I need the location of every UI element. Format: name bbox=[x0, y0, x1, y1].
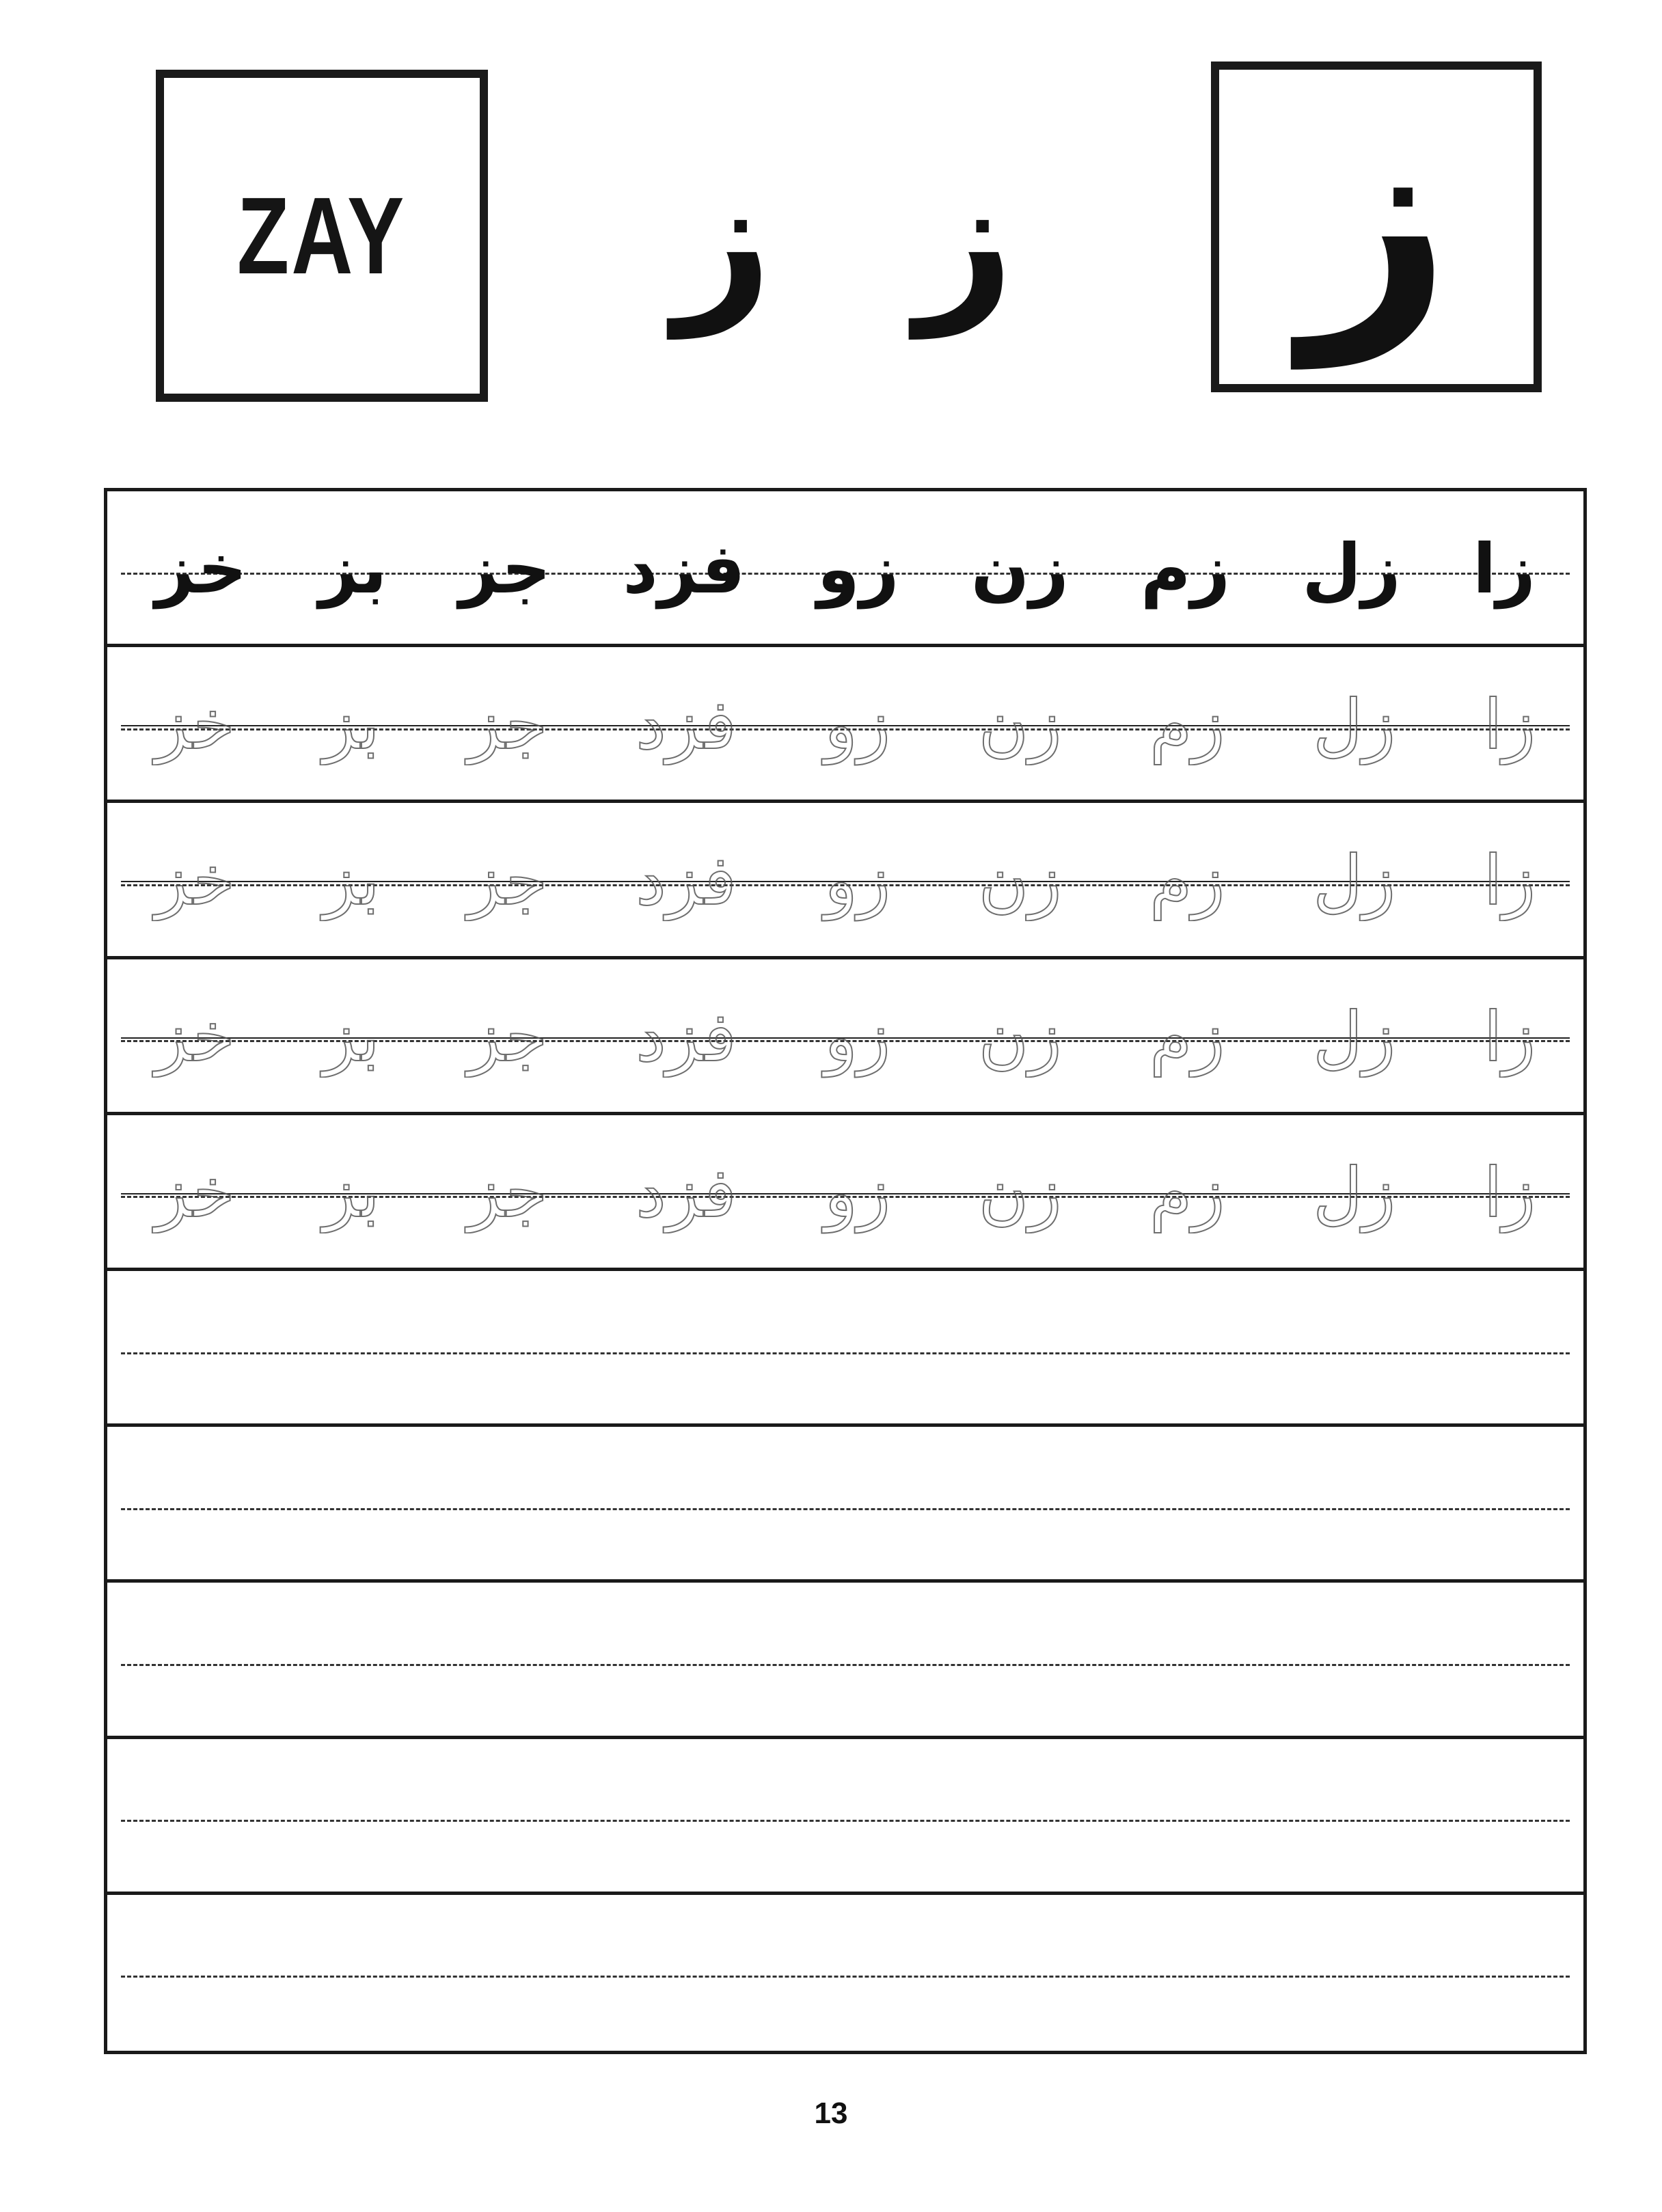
trace-word: زل bbox=[1313, 841, 1396, 921]
trace-word: زا bbox=[1483, 841, 1536, 921]
letter-name-box bbox=[156, 70, 488, 402]
trace-row bbox=[107, 647, 1583, 803]
trace-word: خز bbox=[155, 1152, 235, 1233]
letter-name: ZAY bbox=[237, 174, 407, 297]
model-word: فزد bbox=[623, 529, 746, 610]
trace-word: فزد bbox=[636, 685, 737, 765]
trace-word: بز bbox=[323, 685, 380, 765]
letter-forms bbox=[506, 103, 1182, 376]
dashed-guide-line bbox=[121, 1664, 1570, 1666]
trace-word: زو bbox=[824, 1152, 891, 1233]
dashed-guide-line bbox=[121, 1352, 1570, 1354]
word-list bbox=[135, 803, 1556, 959]
trace-word: زم bbox=[1149, 841, 1225, 921]
dashed-guide-line bbox=[121, 1976, 1570, 1978]
trace-word: زم bbox=[1149, 685, 1225, 765]
trace-word: فزد bbox=[636, 1152, 737, 1233]
blank-writing-row[interactable] bbox=[107, 1739, 1583, 1895]
trace-word: خز bbox=[155, 841, 235, 921]
model-word: زل bbox=[1302, 529, 1401, 610]
trace-word: زا bbox=[1483, 996, 1536, 1077]
trace-word: جز bbox=[467, 685, 548, 765]
trace-word: زم bbox=[1149, 996, 1225, 1077]
trace-word: زا bbox=[1483, 1152, 1536, 1233]
trace-word: زل bbox=[1313, 996, 1396, 1077]
word-list bbox=[135, 1115, 1556, 1271]
dashed-guide-line bbox=[121, 1820, 1570, 1822]
dashed-guide-line bbox=[121, 1508, 1570, 1510]
trace-word: زن bbox=[978, 1152, 1062, 1233]
word-list bbox=[135, 491, 1556, 647]
blank-writing-row[interactable] bbox=[107, 1895, 1583, 2051]
blank-writing-row[interactable] bbox=[107, 1583, 1583, 1738]
model-word: بز bbox=[318, 529, 387, 610]
trace-word: زو bbox=[824, 685, 891, 765]
trace-word: زم bbox=[1149, 1152, 1225, 1233]
blank-writing-row[interactable] bbox=[107, 1427, 1583, 1583]
model-word: خز bbox=[155, 529, 247, 610]
model-row bbox=[107, 491, 1583, 647]
trace-word: زن bbox=[978, 841, 1062, 921]
word-list bbox=[135, 959, 1556, 1115]
trace-word: زن bbox=[978, 685, 1062, 765]
trace-row bbox=[107, 1115, 1583, 1271]
trace-word: زو bbox=[824, 841, 891, 921]
word-list bbox=[135, 647, 1556, 803]
big-letter-box bbox=[1211, 62, 1542, 392]
trace-word: زو bbox=[824, 996, 891, 1077]
model-word: جز bbox=[459, 529, 551, 610]
model-word: زم bbox=[1141, 529, 1231, 610]
blank-writing-row[interactable] bbox=[107, 1271, 1583, 1427]
trace-word: بز bbox=[323, 996, 380, 1077]
page-number: 13 bbox=[814, 2097, 848, 2130]
big-letter: ز bbox=[1301, 65, 1452, 368]
trace-word: جز bbox=[467, 996, 548, 1077]
practice-grid bbox=[104, 488, 1587, 2054]
trace-word: زل bbox=[1313, 685, 1396, 765]
trace-word: زن bbox=[978, 996, 1062, 1077]
trace-word: جز bbox=[467, 841, 548, 921]
trace-row bbox=[107, 959, 1583, 1115]
trace-word: زل bbox=[1313, 1152, 1396, 1233]
model-word: زن bbox=[970, 529, 1069, 610]
trace-word: جز bbox=[467, 1152, 548, 1233]
letter-form: ز bbox=[674, 139, 772, 338]
model-word: زا bbox=[1473, 529, 1536, 610]
letter-form: ز bbox=[916, 139, 1014, 338]
trace-word: فزد bbox=[636, 841, 737, 921]
trace-row bbox=[107, 803, 1583, 959]
trace-word: خز bbox=[155, 996, 235, 1077]
trace-word: زا bbox=[1483, 685, 1536, 765]
trace-word: بز bbox=[323, 1152, 380, 1233]
trace-word: خز bbox=[155, 685, 235, 765]
trace-word: بز bbox=[323, 841, 380, 921]
model-word: زو bbox=[817, 529, 899, 610]
trace-word: فزد bbox=[636, 996, 737, 1077]
